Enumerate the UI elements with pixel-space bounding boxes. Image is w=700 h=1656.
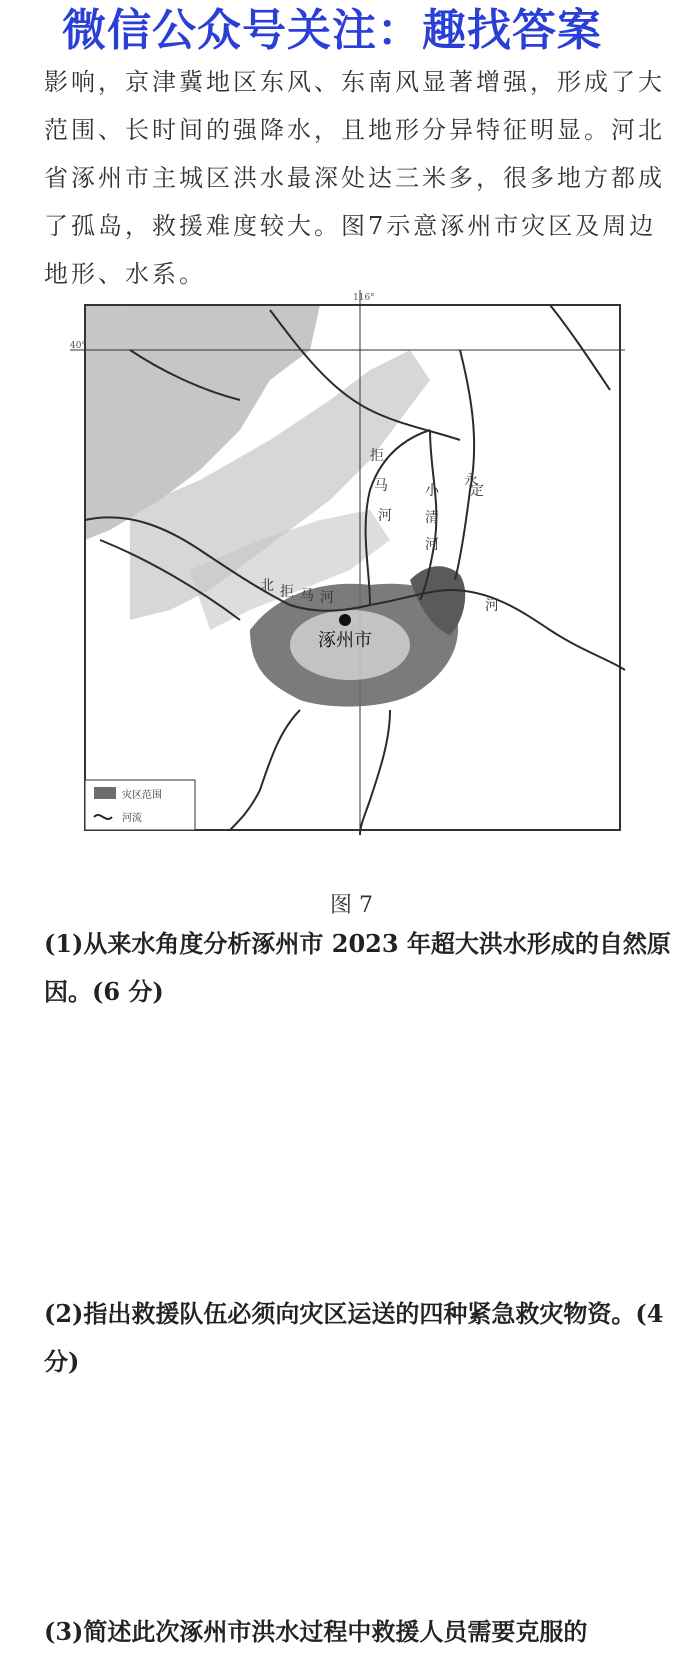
river-char: 河 [320, 590, 334, 606]
river-char: 马 [374, 478, 388, 494]
river-char: 马 [300, 588, 314, 604]
coord-left-label: 40° [70, 341, 86, 351]
question-2: (2)指出救援队伍必须向灾区运送的四种紧急救灾物资。(4 分) [44, 1299, 664, 1376]
city-dot [339, 614, 351, 626]
figure-7-map [70, 290, 670, 890]
river-char: 拒 [280, 584, 294, 600]
legend-disaster-swatch [94, 787, 116, 799]
map-legend [85, 780, 195, 830]
legend-river-label: 河流 [122, 813, 142, 824]
passage-text: 影响，京津冀地区东风、东南风显著增强，形成了大范围、长时间的强降水，且地形分异特征明显。河北省涿州市主城区洪水最深处达三米多，很多地方都成了孤岛，救援难度较大。图7示意涿州市灾区及周边地形、水系。 [44, 68, 665, 288]
coord-top-label: 116° [353, 293, 375, 303]
river-char: 河 [485, 598, 499, 614]
river-char: 河 [425, 537, 439, 553]
river-char: 永 [464, 473, 478, 489]
river-char: 拒 [370, 448, 384, 464]
river-char: 河 [378, 508, 392, 524]
figure-caption: 图 7 [330, 893, 373, 918]
river-char: 清 [425, 510, 439, 526]
river-char: 北 [260, 578, 274, 594]
map-svg [70, 290, 670, 890]
question-1: (1)从来水角度分析涿州市 2023 年超大洪水形成的自然原因。(6 分) [44, 929, 671, 1006]
river-char: 小 [425, 483, 439, 499]
river-char: 定 [470, 483, 484, 499]
question-3: (3)简述此次涿州市洪水过程中救援人员需要克服的 [44, 1617, 588, 1646]
watermark-text: 微信公众号关注：趣找答案 [62, 5, 602, 56]
city-label: 涿州市 [318, 630, 372, 651]
legend-disaster-label: 灾区范围 [122, 790, 162, 801]
